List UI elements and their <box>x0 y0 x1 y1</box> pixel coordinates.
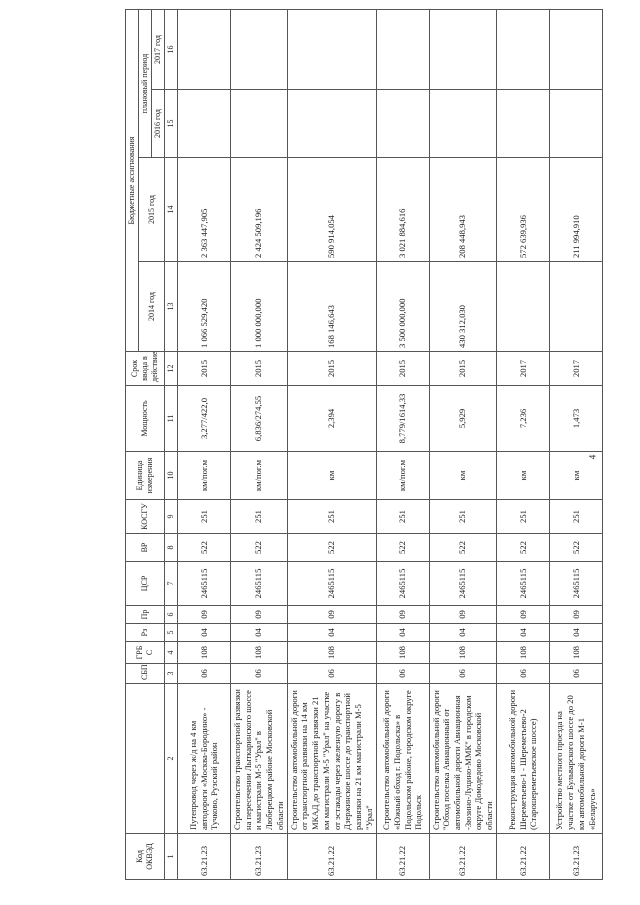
column-index: 14 <box>165 158 178 262</box>
header-sbp: СБП <box>126 664 165 684</box>
cell-2014: 1 066 529,420 <box>178 262 231 352</box>
cell-rz: 04 <box>287 624 376 642</box>
column-index-row <box>165 10 178 880</box>
cell-grbs: 108 <box>287 642 376 664</box>
cell-csr: 2465115 <box>429 562 496 606</box>
cell-2014 <box>549 262 602 352</box>
cell-csr: 2465115 <box>549 562 602 606</box>
cell-vr: 522 <box>496 534 549 562</box>
cell-unit: км/пог.м <box>231 452 288 500</box>
cell-grbs: 108 <box>496 642 549 664</box>
cell-power: 1,473 <box>549 386 602 452</box>
table-row <box>287 10 376 880</box>
column-index: 12 <box>165 352 178 386</box>
header-blank <box>126 684 165 834</box>
cell-vr: 522 <box>287 534 376 562</box>
cell-csr: 2465115 <box>178 562 231 606</box>
page-number: 4 <box>587 454 598 460</box>
cell-2017 <box>376 10 429 90</box>
cell-2014 <box>496 262 549 352</box>
column-index: 6 <box>165 606 178 624</box>
cell-term: 2015 <box>287 352 376 386</box>
cell-2015: 3 021 884,616 <box>376 158 429 262</box>
cell-rz: 04 <box>549 624 602 642</box>
cell-sbp: 06 <box>496 664 549 684</box>
cell-pr: 09 <box>496 606 549 624</box>
header-vr: ВР <box>126 534 165 562</box>
cell-unit: км <box>429 452 496 500</box>
cell-csr: 2465115 <box>496 562 549 606</box>
cell-power: 7,236 <box>496 386 549 452</box>
column-index: 7 <box>165 562 178 606</box>
cell-2017 <box>231 10 288 90</box>
cell-term: 2015 <box>376 352 429 386</box>
cell-2016 <box>231 90 288 158</box>
cell-term: 2015 <box>231 352 288 386</box>
cell-vr: 522 <box>549 534 602 562</box>
cell-rz: 04 <box>376 624 429 642</box>
cell-okved: 63.21.22 <box>287 834 376 880</box>
table-row <box>376 10 429 880</box>
cell-kosgu: 251 <box>429 500 496 534</box>
cell-2017 <box>287 10 376 90</box>
cell-pr: 09 <box>231 606 288 624</box>
column-index: 15 <box>165 90 178 158</box>
cell-name: Устройство местного проезда на участке от Бульварского шоссе до 20 км автомобильной дороги М-1 «Беларусь» <box>549 684 602 834</box>
cell-csr: 2465115 <box>287 562 376 606</box>
cell-2014: 3 500 000,000 <box>376 262 429 352</box>
cell-2015: 590 914,054 <box>287 158 376 262</box>
table-row <box>496 10 549 880</box>
cell-unit: км <box>496 452 549 500</box>
cell-power: 3,277/422,0 <box>178 386 231 452</box>
cell-2016 <box>496 90 549 158</box>
header-2014: 2014 год <box>139 262 165 352</box>
cell-sbp: 06 <box>376 664 429 684</box>
cell-name: Строительство автомобильной дороги «Южный обход г. Подольска» в Подольском районе, городском округе Подольск <box>376 684 429 834</box>
header-pr: Пр <box>126 606 165 624</box>
cell-2016 <box>429 90 496 158</box>
cell-2015: 2 424 509,196 <box>231 158 288 262</box>
cell-kosgu: 251 <box>496 500 549 534</box>
cell-2017 <box>429 10 496 90</box>
cell-unit: км <box>287 452 376 500</box>
cell-sbp: 06 <box>549 664 602 684</box>
cell-rz: 04 <box>496 624 549 642</box>
cell-name: Реконструкция автомобильной дороги Шереметьево-1 - Шереметьево-2 (Старошереметьевское шоссе) <box>496 684 549 834</box>
cell-rz: 04 <box>178 624 231 642</box>
cell-pr: 09 <box>429 606 496 624</box>
column-index: 10 <box>165 452 178 500</box>
cell-okved: 63.21.22 <box>496 834 549 880</box>
cell-2016 <box>376 90 429 158</box>
cell-name: Строительство транспортной развязки на пересечении Лыткаринского шоссе и магистрали М-5 "Урал" в Люберецком районе Московской области <box>231 684 288 834</box>
cell-2014: 430 312,030 <box>429 262 496 352</box>
column-index: 4 <box>165 642 178 664</box>
column-index: 1 <box>165 834 178 880</box>
header-2016: 2016 год <box>152 90 165 158</box>
cell-pr: 09 <box>287 606 376 624</box>
cell-name: Строительство автомобильной дороги "Обход поселка Авиационный от автомобильной дороги Авиационная -Зюзино-Луцино-ММК" в городском округе Домодедово Московской области <box>429 684 496 834</box>
cell-2014: 168 146,643 <box>287 262 376 352</box>
cell-unit: км/пог.м <box>178 452 231 500</box>
column-index: 2 <box>165 684 178 834</box>
cell-okved: 63.21.22 <box>376 834 429 880</box>
column-index: 5 <box>165 624 178 642</box>
table-row <box>549 10 602 880</box>
cell-pr: 09 <box>178 606 231 624</box>
column-index: 16 <box>165 10 178 90</box>
cell-csr: 2465115 <box>376 562 429 606</box>
column-index: 3 <box>165 664 178 684</box>
cell-rz: 04 <box>231 624 288 642</box>
cell-kosgu: 251 <box>287 500 376 534</box>
header-budget: Бюджетные ассигнования <box>126 10 139 352</box>
cell-vr: 522 <box>429 534 496 562</box>
header-rz: Рз <box>126 624 165 642</box>
cell-sbp: 06 <box>287 664 376 684</box>
cell-okved: 63.21.23 <box>231 834 288 880</box>
header-power: Мощность <box>126 386 165 452</box>
column-index: 11 <box>165 386 178 452</box>
cell-2017 <box>549 10 602 90</box>
cell-vr: 522 <box>178 534 231 562</box>
cell-power: 8,779/1614,33 <box>376 386 429 452</box>
table-row <box>231 10 288 880</box>
cell-kosgu: 251 <box>178 500 231 534</box>
budget-table <box>125 9 603 880</box>
cell-vr: 522 <box>376 534 429 562</box>
cell-kosgu: 251 <box>376 500 429 534</box>
cell-okved: 63.21.23 <box>178 834 231 880</box>
cell-name: Путепровод через ж/д на 4 км автодороги «Москва-Бородино» - Тучково, Рузский район <box>178 684 231 834</box>
cell-pr: 09 <box>549 606 602 624</box>
table-row <box>429 10 496 880</box>
cell-grbs: 108 <box>178 642 231 664</box>
cell-vr: 522 <box>231 534 288 562</box>
cell-2016 <box>287 90 376 158</box>
cell-unit: км/пог.м <box>376 452 429 500</box>
cell-2014: 1 000 000,000 <box>231 262 288 352</box>
cell-rz: 04 <box>429 624 496 642</box>
cell-term: 2017 <box>549 352 602 386</box>
cell-sbp: 06 <box>429 664 496 684</box>
header-okved: Код ОКВЭД <box>126 834 165 880</box>
cell-term: 2015 <box>429 352 496 386</box>
cell-kosgu: 251 <box>231 500 288 534</box>
cell-power: 2,394 <box>287 386 376 452</box>
column-index: 8 <box>165 534 178 562</box>
cell-name: Строительство автомобильной дороги от транспортной развязки на 14 км МКАД до транспортной развязки 21 км магистрали М-5 "Урал" на участке от эстакады через железную дорогу в Дзержинское шоссе до транспортной развязки на 21 км магистрали М-5 "Урал" <box>287 684 376 834</box>
cell-csr: 2465115 <box>231 562 288 606</box>
cell-power: 6,836/274,55 <box>231 386 288 452</box>
cell-grbs: 108 <box>429 642 496 664</box>
header-term: Срок ввода в действие <box>126 352 165 386</box>
header-csr: ЦСР <box>126 562 165 606</box>
header-grbs: ГРБ С <box>126 642 165 664</box>
cell-2017 <box>496 10 549 90</box>
cell-2016 <box>549 90 602 158</box>
cell-unit: км <box>549 452 602 500</box>
table-row <box>178 10 231 880</box>
header-unit: Единица измерения <box>126 452 165 500</box>
cell-grbs: 108 <box>231 642 288 664</box>
cell-2015: 2 363 447,905 <box>178 158 231 262</box>
header-2015: 2015 год <box>139 158 165 262</box>
cell-pr: 09 <box>376 606 429 624</box>
cell-2016 <box>178 90 231 158</box>
rotated-table-page <box>125 10 625 880</box>
cell-power: 5,929 <box>429 386 496 452</box>
cell-2015: 211 994,910 <box>549 158 602 262</box>
column-index: 9 <box>165 500 178 534</box>
cell-okved: 63.21.23 <box>549 834 602 880</box>
header-plan-period: плановый период <box>139 10 152 158</box>
cell-term: 2017 <box>496 352 549 386</box>
cell-term: 2015 <box>178 352 231 386</box>
cell-2017 <box>178 10 231 90</box>
cell-2015: 208 448,943 <box>429 158 496 262</box>
cell-sbp: 06 <box>178 664 231 684</box>
header-kosgu: КОСГУ <box>126 500 165 534</box>
header-2017: 2017 год <box>152 10 165 90</box>
cell-2015: 572 639,936 <box>496 158 549 262</box>
cell-grbs: 108 <box>376 642 429 664</box>
cell-grbs: 108 <box>549 642 602 664</box>
column-index: 13 <box>165 262 178 352</box>
cell-sbp: 06 <box>231 664 288 684</box>
cell-kosgu: 251 <box>549 500 602 534</box>
cell-okved: 63.21.22 <box>429 834 496 880</box>
